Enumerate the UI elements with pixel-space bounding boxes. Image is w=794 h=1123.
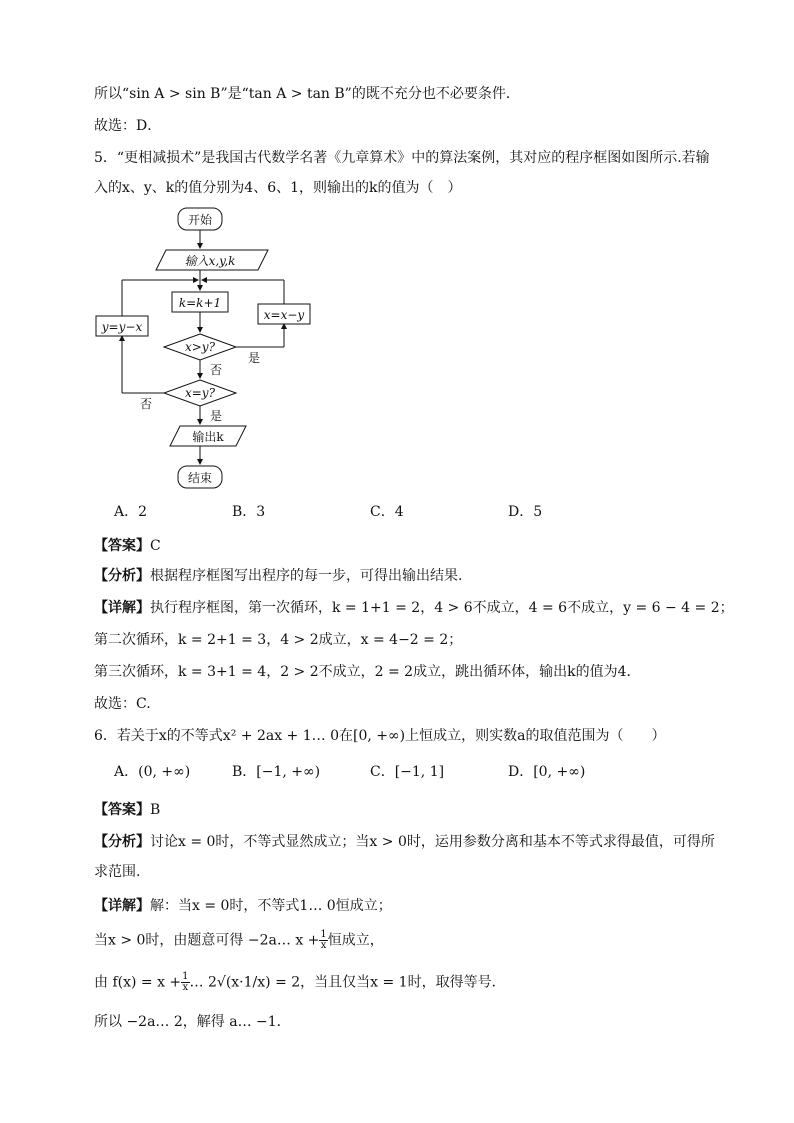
- answer-value: B: [150, 802, 161, 818]
- yes-label-2: 是: [210, 409, 223, 423]
- no-label-1: 否: [210, 363, 223, 377]
- q5-option-a: A．2: [114, 504, 148, 520]
- q6-option-b: B．[−1, +∞): [232, 764, 321, 780]
- detail-6-pre: 当x > 0时，由题意可得 −2a… x +: [94, 932, 320, 949]
- detail-tag: 【详解】: [94, 898, 150, 914]
- cond1-label: x>y?: [184, 340, 216, 354]
- detail-6c-pre: 由 f(x) = x +: [94, 974, 182, 991]
- start-label: 开始: [187, 213, 213, 227]
- answer-5: [94, 536, 161, 556]
- question-5-line-2: 入的x、y、k的值分别为4、6、1，则输出的k的值为（ ）: [94, 180, 462, 196]
- q6-option-c: C．[−1, 1]: [370, 764, 445, 780]
- analysis-6: [94, 832, 715, 852]
- q6-option-a: A．(0, +∞): [114, 764, 191, 780]
- detail-text: 执行程序框图，第一次循环，k = 1+1 = 2，4 > 6不成立，4 = 6不成立，y = 6 − 4 = 2；: [150, 600, 734, 616]
- line-conclusion: 所以“sin A > sin B”是“tan A > tan B”的既不充分也不必要条件．: [94, 86, 520, 102]
- q6-option-d: D．[0, +∞): [508, 764, 586, 780]
- detail-6-line-3: [94, 972, 506, 993]
- question-5-line-1: 5．“更相减损术”是我国古代数学名著《九章算术》中的算法案例，其对应的程序框图如图所示.若输: [94, 150, 710, 166]
- k-step-label: k=k+1: [178, 296, 222, 310]
- answer-tag: 【答案】: [94, 802, 150, 818]
- detail-6-line-4: 所以 −2a… 2，解得 a… −1．: [94, 1014, 291, 1030]
- detail-tag: 【详解】: [94, 600, 150, 616]
- x-step-label: x=x−y: [263, 308, 305, 322]
- fraction-1-over-x-2: $\frac{1}{x}$: [182, 971, 189, 993]
- analysis-6-line-2: 求范围.: [94, 864, 141, 880]
- detail-6: [94, 896, 392, 916]
- detail-5-line-3: 第三次循环，k = 3+1 = 4，2 > 2不成立，2 = 2成立，跳出循环体，输出k的值为4．: [94, 664, 641, 680]
- analysis-tag: 【分析】: [94, 834, 150, 850]
- analysis-5: [94, 566, 462, 586]
- program-flowchart: [84, 202, 334, 494]
- detail-5-line-2: 第二次循环，k = 2+1 = 3，4 > 2成立，x = 4−2 = 2；: [94, 632, 463, 648]
- analysis-tag: 【分析】: [94, 568, 150, 584]
- q5-option-d: D．5: [508, 504, 543, 520]
- q5-option-c: C．4: [370, 504, 404, 520]
- q5-option-b: B．3: [232, 504, 266, 520]
- detail-6c-mid: … 2√(x·1/x) = 2，当且仅当x = 1时，取得等号．: [189, 974, 506, 991]
- yes-label-1: 是: [247, 351, 261, 365]
- detail-text: 解：当x = 0时，不等式1… 0恒成立；: [150, 898, 392, 914]
- output-label: 输出k: [192, 430, 224, 444]
- detail-6-line-2: [94, 930, 384, 951]
- end-label: 结束: [187, 471, 213, 485]
- input-label: 输入x,y,k: [184, 254, 236, 268]
- cond2-label: x=y?: [184, 386, 216, 400]
- answer-tag: 【答案】: [94, 538, 150, 554]
- answer-6: [94, 800, 160, 820]
- detail-5: [94, 598, 734, 618]
- detail-5-line-4: 故选：C.: [94, 696, 151, 712]
- fraction-1-over-x: $\frac{1}{x}$: [320, 929, 327, 951]
- detail-6-post: 恒成立，: [327, 932, 384, 949]
- question-6: 6．若关于x的不等式x² + 2ax + 1… 0在[0, +∞)上恒成立，则实数a的取值范围为（ ）: [94, 728, 666, 744]
- analysis-text: 根据程序框图写出程序的每一步，可得出输出结果.: [150, 568, 463, 584]
- line-choose-d: 故选：D．: [94, 118, 162, 134]
- no-label-2: 否: [139, 397, 153, 411]
- y-step-label: y=y−x: [101, 320, 143, 334]
- analysis-text: 讨论x = 0时，不等式显然成立；当x > 0时，运用参数分离和基本不等式求得最值，可得所: [150, 834, 715, 850]
- answer-value: C: [150, 538, 161, 554]
